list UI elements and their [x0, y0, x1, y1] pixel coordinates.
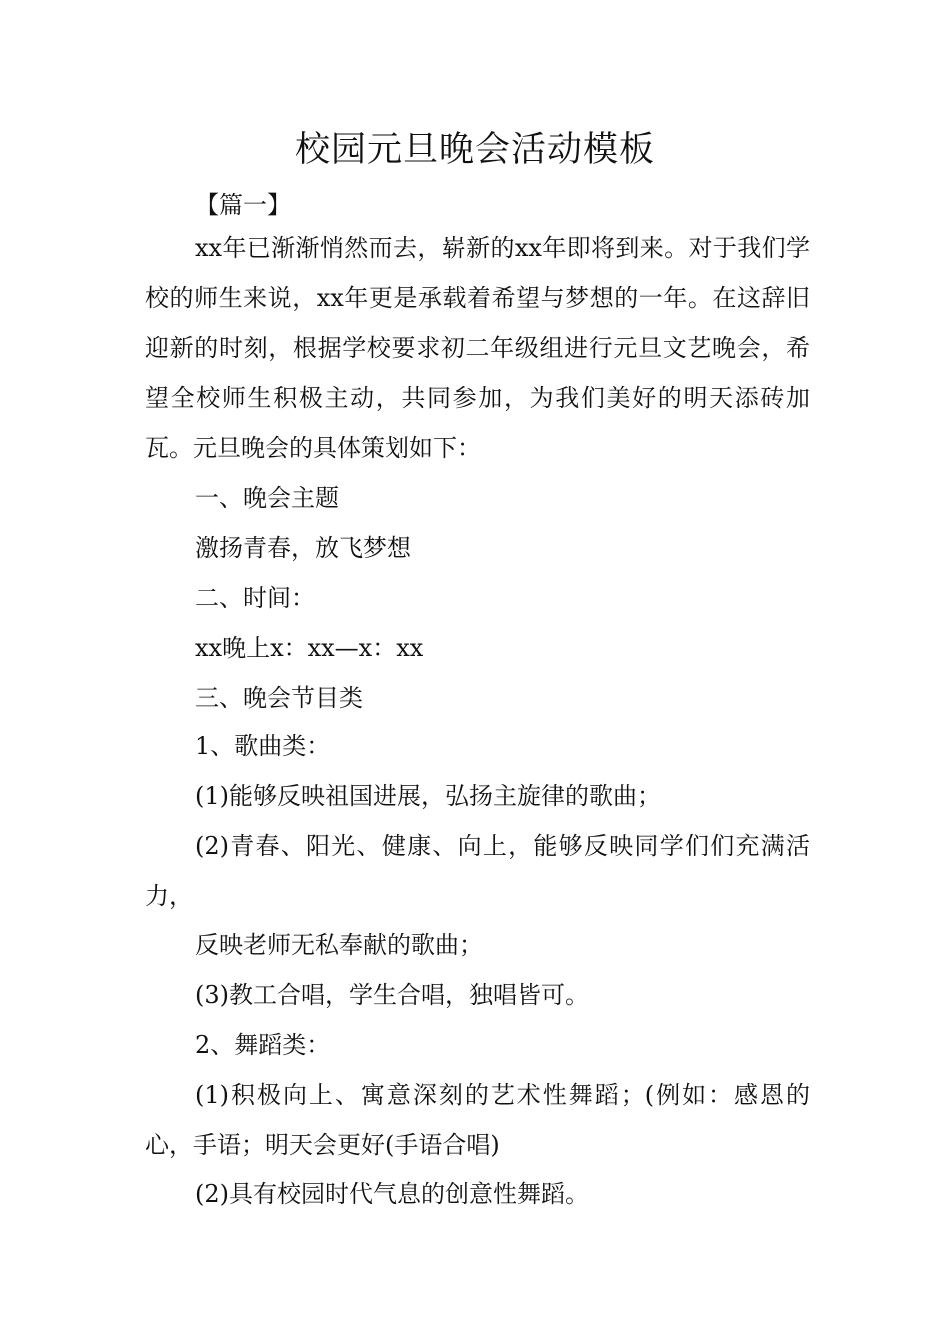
song-item-3: (3)教工合唱，学生合唱，独唱皆可。	[195, 981, 589, 1009]
song-item-1: (1)能够反映祖国进展，弘扬主旋律的歌曲；	[195, 782, 661, 810]
dance-item-2: (2)具有校园时代气息的创意性舞蹈。	[195, 1180, 589, 1208]
song-item-2-continued: 反映老师无私奉献的歌曲；	[195, 931, 483, 959]
subheading-songs: 1、歌曲类：	[195, 732, 331, 760]
heading-programs: 三、晚会节目类	[195, 684, 363, 712]
song-item-2: (2)青春、阳光、健康、向上，能够反映同学们们充满活力，	[145, 832, 810, 910]
section-label: 【篇一】	[195, 191, 291, 219]
time-text: xx晚上x：xx—x：xx	[195, 634, 424, 662]
intro-paragraph: xx年已渐渐悄然而去，崭新的xx年即将到来。对于我们学校的师生来说，xx年更是承载着希望与梦想的一年。在这辞旧迎新的时刻，根据学校要求初二年级组进行元旦文艺晚会，希望全校师生积极主动，共同参加，为我们美好的明天添砖加瓦。元旦晚会的具体策划如下：	[145, 234, 810, 462]
subheading-dance: 2、舞蹈类：	[195, 1031, 331, 1059]
document-title: 校园元旦晚会活动模板	[294, 130, 655, 170]
heading-time: 二、时间：	[195, 584, 315, 612]
dance-item-1: (1)积极向上、寓意深刻的艺术性舞蹈；(例如：感恩的心，手语；明天会更好(手语合唱)	[145, 1081, 810, 1159]
heading-theme: 一、晚会主题	[195, 484, 339, 512]
theme-text: 激扬青春，放飞梦想	[195, 534, 411, 562]
